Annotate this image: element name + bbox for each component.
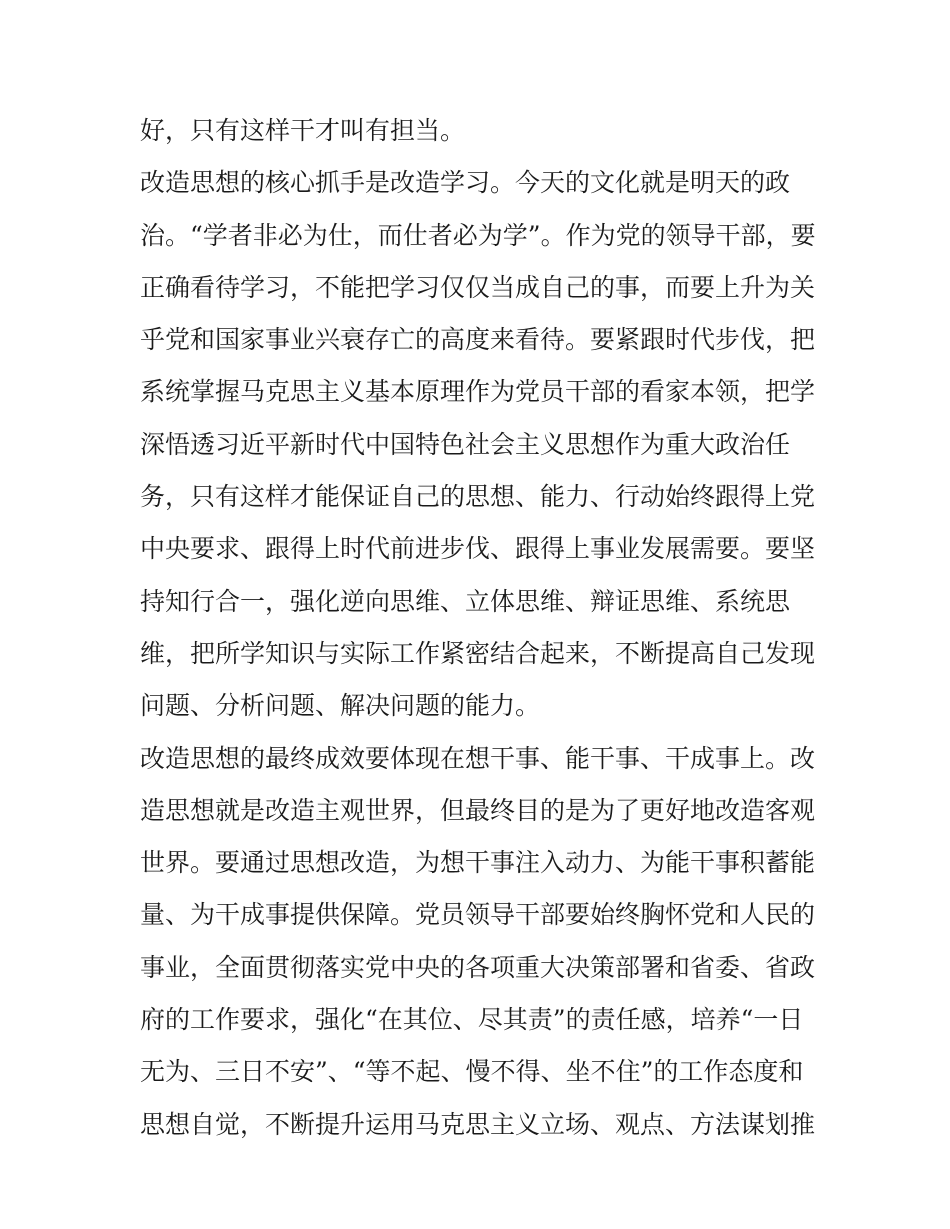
text-line-7: 深悟透习近平新时代中国特色社会主义思想作为重大政治任 <box>140 429 791 459</box>
text-line-19: 无为、三日不安”、“等不起、慢不得、坐不住”的工作态度和 <box>140 1057 804 1087</box>
text-line-8: 务，只有这样才能保证自己的思想、能力、行动始终跟得上党 <box>140 482 816 512</box>
text-line-12: 问题、分析问题、解决问题的能力。 <box>140 691 541 721</box>
text-line-15: 世界。要通过思想改造，为想干事注入动力、为能干事积蓄能 <box>140 848 816 878</box>
text-line-20: 思想自觉，不断提升运用马克思主义立场、观点、方法谋划推 <box>140 1109 816 1139</box>
text-line-1: 好，只有这样干才叫有担当。 <box>140 116 466 145</box>
text-line-4: 正确看待学习，不能把学习仅仅当成自己的事，而要上升为关 <box>140 272 816 302</box>
text-line-11: 维，把所学知识与实际工作紧密结合起来，不断提高自己发现 <box>140 638 816 668</box>
text-line-16: 量、为干成事提供保障。党员领导干部要始终胸怀党和人民的 <box>140 900 816 930</box>
text-line-17: 事业，全面贯彻落实党中央的各项重大决策部署和省委、省政 <box>140 952 816 982</box>
text-line-6: 系统掌握马克思主义基本原理作为党员干部的看家本领，把学 <box>140 377 816 407</box>
text-line-9: 中央要求、跟得上时代前进步伐、跟得上事业发展需要。要坚 <box>140 534 816 564</box>
text-line-3: 治。“学者非必为仕，而仕者必为学”。作为党的领导干部，要 <box>140 220 816 250</box>
text-line-2: 改造思想的核心抓手是改造学习。今天的文化就是明天的政 <box>140 168 791 198</box>
text-line-13: 改造思想的最终成效要体现在想干事、能干事、干成事上。改 <box>140 743 816 773</box>
text-line-5: 乎党和国家事业兴衰存亡的高度来看待。要紧跟时代步伐，把 <box>140 325 816 355</box>
text-line-14: 造思想就是改造主观世界，但最终目的是为了更好地改造客观 <box>140 795 816 825</box>
text-line-18: 府的工作要求，强化“在其位、尽其责”的责任感，培养“一日 <box>140 1005 804 1035</box>
body-text <box>140 105 820 1151</box>
text-line-10: 持知行合一，强化逆向思维、立体思维、辩证思维、系统思 <box>140 586 791 616</box>
